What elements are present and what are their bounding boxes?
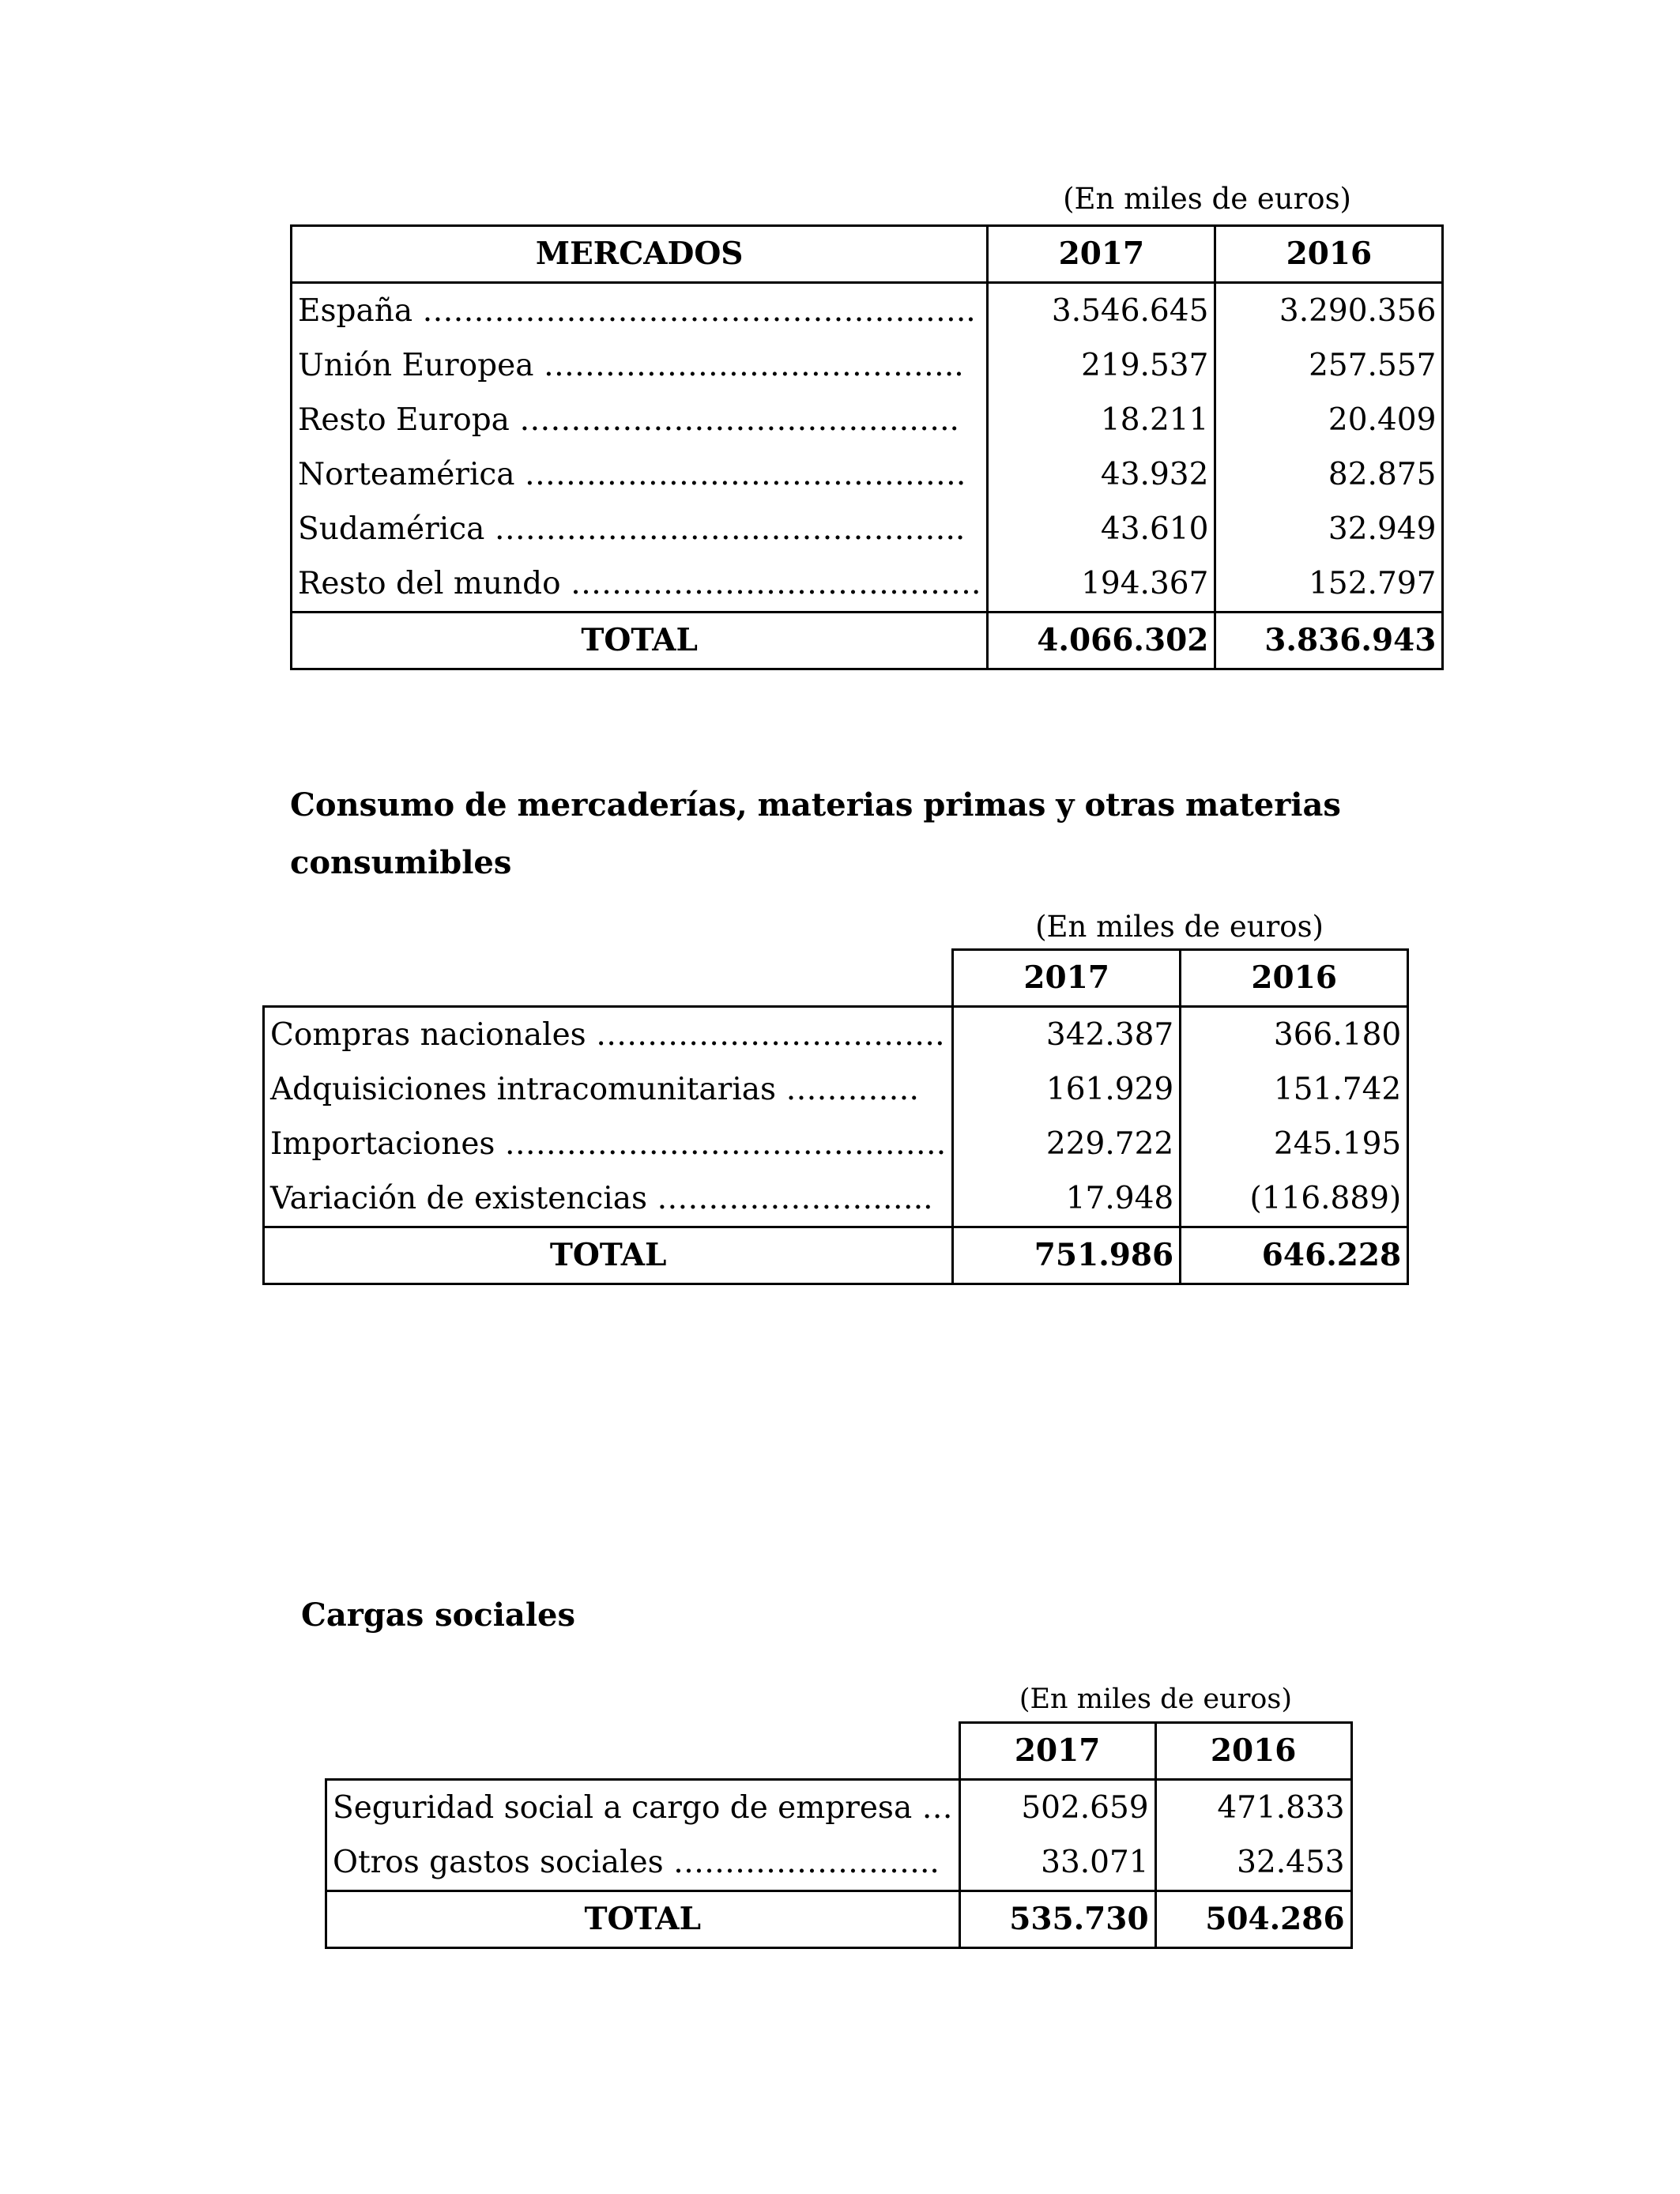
column-header: 2017: [953, 950, 1181, 1007]
table-row: [292, 338, 1443, 393]
value-2016: 20.409: [1215, 393, 1443, 447]
consumo-title-line2: consumibles: [290, 844, 512, 881]
title-word: Consumo: [290, 786, 455, 824]
column-header: 2016: [1215, 226, 1443, 283]
consumo-table: [262, 948, 1409, 1285]
empty-cell: [326, 1723, 960, 1780]
mercados-table: [290, 224, 1444, 670]
row-label: Seguridad social a cargo de empresa …: [326, 1780, 960, 1836]
total-2016: 3.836.943: [1215, 613, 1443, 669]
row-label: Compras nacionales …………………………….: [264, 1007, 953, 1063]
row-label: Importaciones …………………………………….: [264, 1117, 953, 1171]
value-2016: 151.742: [1181, 1062, 1408, 1117]
empty-cell: [264, 950, 953, 1007]
value-2017: 33.071: [959, 1835, 1155, 1891]
row-label: Resto del mundo ………………………………….: [292, 556, 988, 613]
row-label: Otros gastos sociales ……………………..: [326, 1835, 960, 1891]
mercados-unit-note: (En miles de euros): [1063, 182, 1351, 216]
table-row: [264, 1171, 1408, 1227]
value-2017: 342.387: [953, 1007, 1181, 1063]
table-row: [264, 1007, 1408, 1063]
value-2017: 18.211: [988, 393, 1215, 447]
title-word: materias: [757, 786, 913, 824]
row-label: Resto Europa …………………………….….…..: [292, 393, 988, 447]
table-row: [264, 1117, 1408, 1171]
table-row: [292, 393, 1443, 447]
total-2017: 751.986: [953, 1227, 1181, 1284]
value-2017: 194.367: [988, 556, 1215, 613]
row-label: Adquisiciones intracomunitarias ………….: [264, 1062, 953, 1117]
total-row: [326, 1891, 1352, 1948]
table-row: [326, 1835, 1352, 1891]
value-2017: 17.948: [953, 1171, 1181, 1227]
value-2017: 219.537: [988, 338, 1215, 393]
value-2017: 502.659: [959, 1780, 1155, 1836]
value-2017: 161.929: [953, 1062, 1181, 1117]
column-header: 2016: [1181, 950, 1408, 1007]
row-label: Unión Europea …………………………………..: [292, 338, 988, 393]
value-2016: 32.453: [1155, 1835, 1351, 1891]
value-2017: 3.546.645: [988, 283, 1215, 339]
value-2016: 257.557: [1215, 338, 1443, 393]
row-label: Sudamérica ……………………..………………..: [292, 502, 988, 556]
row-label: Variación de existencias ………………….…..: [264, 1171, 953, 1227]
column-header: 2017: [959, 1723, 1155, 1780]
value-2016: 245.195: [1181, 1117, 1408, 1171]
value-2016: (116.889): [1181, 1171, 1408, 1227]
total-label: TOTAL: [264, 1227, 953, 1284]
column-header: MERCADOS: [292, 226, 988, 283]
column-header: 2017: [988, 226, 1215, 283]
value-2017: 43.610: [988, 502, 1215, 556]
cargas-table: [325, 1721, 1353, 1949]
total-2016: 504.286: [1155, 1891, 1351, 1948]
value-2016: 32.949: [1215, 502, 1443, 556]
title-word: y: [1056, 786, 1075, 824]
value-2016: 366.180: [1181, 1007, 1408, 1063]
consumo-title: [290, 786, 1341, 824]
consumo-unit-note: (En miles de euros): [1035, 910, 1324, 944]
title-word: mercaderías,: [517, 786, 748, 824]
total-2017: 535.730: [959, 1891, 1155, 1948]
row-label: España ………………………………………….…..: [292, 283, 988, 339]
value-2016: 82.875: [1215, 447, 1443, 502]
table-row: [264, 1062, 1408, 1117]
table-header-row: [292, 226, 1443, 283]
title-word: otras: [1084, 786, 1176, 824]
value-2017: 229.722: [953, 1117, 1181, 1171]
table-row: [292, 283, 1443, 339]
total-label: TOTAL: [292, 613, 988, 669]
table-header-row: [326, 1723, 1352, 1780]
cargas-unit-note: (En miles de euros): [1019, 1683, 1292, 1715]
value-2017: 43.932: [988, 447, 1215, 502]
title-word: materias: [1185, 786, 1341, 824]
title-word: primas: [923, 786, 1046, 824]
table-row: [292, 502, 1443, 556]
table-header-row: [264, 950, 1408, 1007]
column-header: 2016: [1155, 1723, 1351, 1780]
table-row: [326, 1780, 1352, 1836]
value-2016: 152.797: [1215, 556, 1443, 613]
value-2016: 3.290.356: [1215, 283, 1443, 339]
value-2016: 471.833: [1155, 1780, 1351, 1836]
total-label: TOTAL: [326, 1891, 960, 1948]
cargas-title: Cargas sociales: [301, 1596, 575, 1634]
total-row: [264, 1227, 1408, 1284]
total-2016: 646.228: [1181, 1227, 1408, 1284]
title-word: de: [465, 786, 507, 824]
table-row: [292, 556, 1443, 613]
total-row: [292, 613, 1443, 669]
table-row: [292, 447, 1443, 502]
total-2017: 4.066.302: [988, 613, 1215, 669]
row-label: Norteamérica …………………………………….: [292, 447, 988, 502]
